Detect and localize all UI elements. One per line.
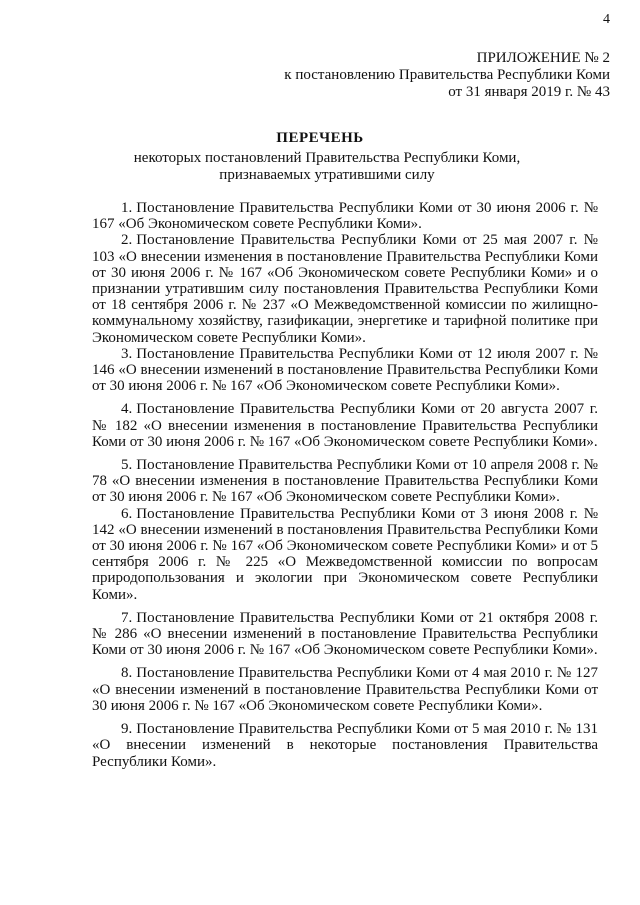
list-item-number: 9. <box>121 721 133 738</box>
list-item-number: 2. <box>121 232 133 249</box>
list-item-text: Постановление Правительства Республики Коми от 12 июля 2007 г. № 146 «О внесении изменений в постановление Правительства Республики Коми от 30 июня 2006 г. № 167 «Об Экономическом совете Республики Коми». <box>92 345 598 395</box>
document-title: ПЕРЕЧЕНЬ <box>276 130 364 146</box>
appendix-line-3: от 31 января 2019 г. № 43 <box>448 84 610 100</box>
list-item-text: Постановление Правительства Республики Коми от 20 августа 2007 г. № 182 «О внесении изменения в постановление Правительства Республики Коми от 30 июня 2006 г. № 167 «Об Экономическом совете Республики Коми». <box>92 401 598 450</box>
list-item-text: Постановление Правительства Республики Коми от 3 июня 2008 г. № 142 «О внесении изменений в постановления Правительства Республики Коми от 30 июня 2006 г. № 167 «Об Экономическом совете Республики Коми» и от 5 сентября 2006 г. № 225 «О Межведомственной комиссии по вопросам природопользования и экологии при Экономическом совете Республики Коми». <box>92 505 598 603</box>
list-item <box>92 610 598 659</box>
list-item <box>92 506 598 603</box>
list-item-text: Постановление Правительства Республики Коми от 5 мая 2010 г. № 131 «О внесении изменений в некоторые постановления Правительства Республики Коми». <box>92 721 598 770</box>
list-item-text: Постановление Правительства Республики Коми от 4 мая 2010 г. № 127 «О внесении изменений в постановление Правительства Республики Коми от 30 июня 2006 г. № 167 «Об Экономическом совете Республики Коми». <box>92 665 598 714</box>
appendix-line-2: к постановлению Правительства Республики Коми <box>284 67 610 83</box>
appendix-line-1: ПРИЛОЖЕНИЕ № 2 <box>476 50 610 66</box>
list-item-number: 4. <box>121 401 133 418</box>
list-item-number: 8. <box>121 665 133 682</box>
list-item-number: 1. <box>121 200 133 216</box>
page-number: 4 <box>603 12 610 27</box>
list-item <box>92 346 598 395</box>
list-item-number: 3. <box>121 345 133 362</box>
list-item <box>92 200 598 232</box>
list-item-number: 6. <box>121 505 133 522</box>
document-subtitle: некоторых постановлений Правительства Республики Коми, признаваемых утратившими силу <box>133 150 521 183</box>
list-item <box>92 665 598 714</box>
list-item-text: Постановление Правительства Республики Коми от 10 апреля 2008 г. № 78 «О внесении изменения в постановление Правительства Республики Коми от 30 июня 2006 г. № 167 «Об Экономическом совете Республики Коми». <box>92 457 598 506</box>
list-item <box>92 457 598 506</box>
resolution-list <box>92 200 598 770</box>
list-item <box>92 401 598 450</box>
list-item-text: Постановление Правительства Республики Коми от 25 мая 2007 г. № 103 «О внесении изменения в постановление Правительства Республики Коми от 30 июня 2006 г. № 167 «Об Экономическом совете Республики Коми» и о признании утратившим силу постановления Правительства Республики Коми от 18 сентября 2006 г. № 237 «О Межведомственной комиссии по жилищно-коммунальному хозяйству, газификации, энергетике и тарифной политике при Экономическом совете Республики Коми». <box>92 232 598 346</box>
list-item <box>92 721 598 770</box>
list-item-text: Постановление Правительства Республики Коми от 30 июня 2006 г. № 167 «Об Экономическом совете Республики Коми». <box>92 200 598 233</box>
list-item-text: Постановление Правительства Республики Коми от 21 октября 2008 г. № 286 «О внесении изменений в постановление Правительства Республики Коми от 30 июня 2006 г. № 167 «Об Экономическом совете Республики Коми». <box>92 609 598 659</box>
list-item-number: 7. <box>121 609 133 626</box>
list-item-number: 5. <box>121 457 133 474</box>
list-item <box>92 232 598 345</box>
appendix-header <box>284 50 610 101</box>
